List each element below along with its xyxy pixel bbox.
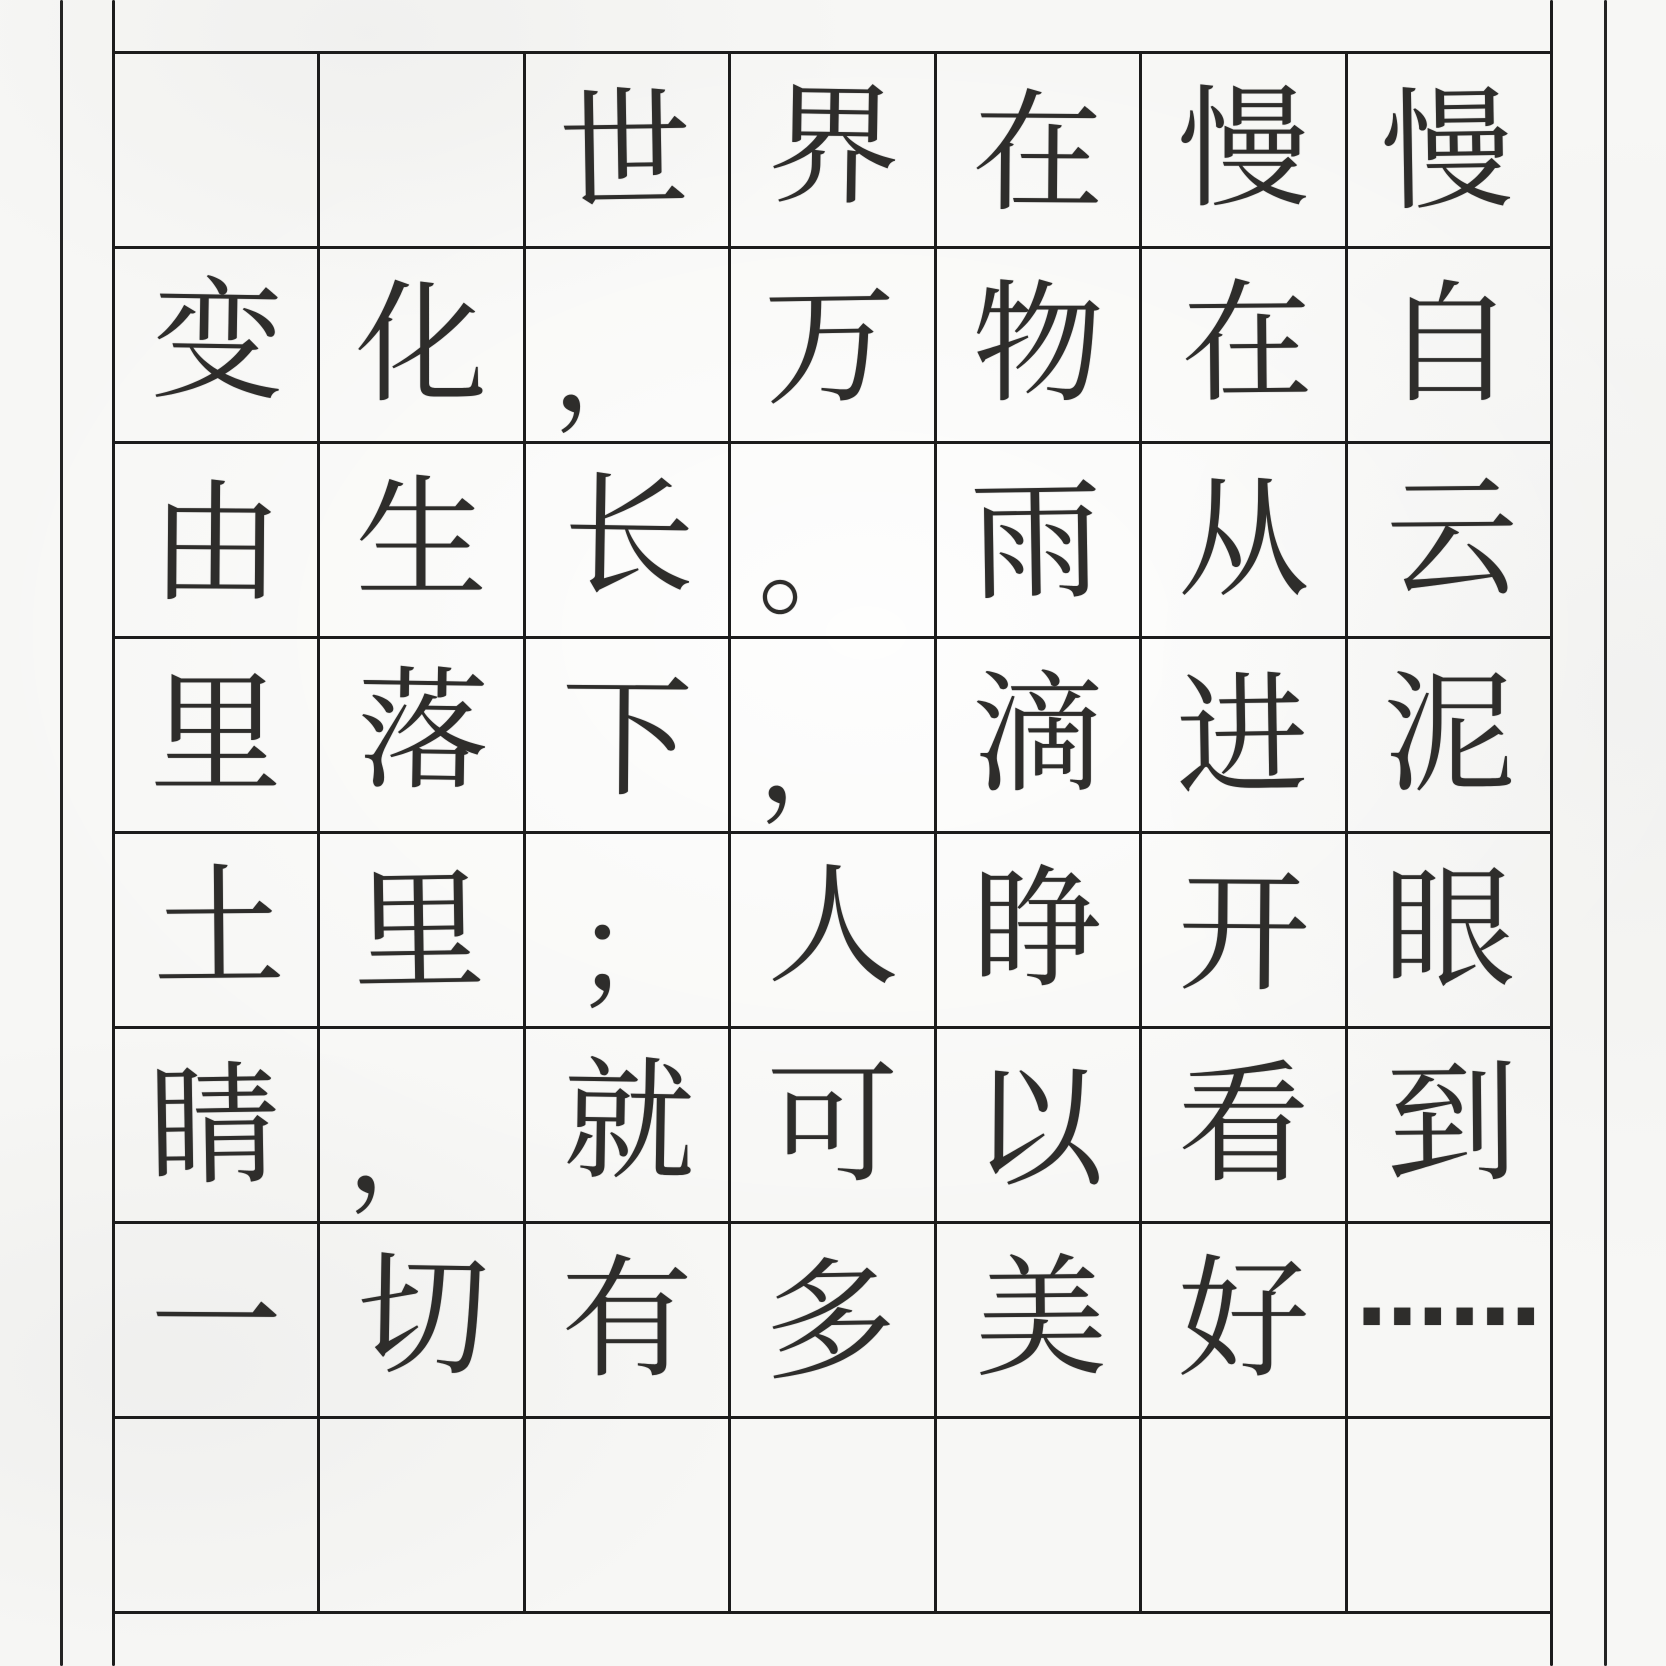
grid-cell [1141, 1418, 1347, 1613]
punctuation-mark: ， [757, 686, 880, 829]
handwritten-character: 里 [352, 854, 487, 1011]
grid-cell [524, 1223, 730, 1418]
grid-cell [319, 1418, 525, 1613]
handwritten-character: 变 [150, 263, 286, 420]
handwritten-character: 由 [149, 466, 283, 622]
grid-cell [1141, 247, 1347, 442]
handwritten-character: 有 [560, 1243, 693, 1398]
handwritten-character: 可 [766, 1048, 899, 1203]
handwritten-character: 在 [971, 76, 1105, 232]
grid-cell [1346, 833, 1552, 1028]
handwritten-character: 从 [1177, 462, 1310, 617]
grid-cell [1141, 833, 1347, 1028]
grid-cell [1346, 1418, 1552, 1613]
grid-cell [319, 52, 525, 247]
grid-cell [935, 1223, 1141, 1418]
handwritten-character: 就 [561, 1044, 697, 1201]
grid-cell [113, 1223, 319, 1418]
handwritten-character: 睛 [146, 1049, 282, 1206]
handwritten-character: 在 [1179, 266, 1314, 422]
grid-cell [730, 1418, 936, 1613]
grid-cell [1346, 247, 1552, 442]
handwritten-character: 化 [355, 267, 488, 422]
handwritten-character: 雨 [968, 463, 1104, 620]
handwritten-character: 落 [356, 653, 491, 810]
punctuation-mark: 。 [757, 491, 880, 634]
handwritten-character: 睁 [972, 853, 1105, 1008]
grid-cell [935, 1418, 1141, 1613]
handwritten-character: 云 [1385, 461, 1519, 617]
grid-cell [524, 833, 730, 1028]
grid-cell [113, 1028, 319, 1223]
handwritten-character: 物 [972, 267, 1105, 422]
character-grid [113, 52, 1552, 1613]
grid-cell [524, 52, 730, 247]
grid-cell [730, 1223, 936, 1418]
grid-cell [1141, 1223, 1347, 1418]
grid-cell [1141, 637, 1347, 832]
handwritten-character: 下 [560, 661, 694, 817]
handwritten-character: 人 [767, 849, 902, 1006]
grid-cell [524, 637, 730, 832]
punctuation-mark: ； [574, 879, 697, 1022]
margin-line-right [1604, 0, 1607, 1666]
grid-cell [113, 1418, 319, 1613]
handwritten-character: 多 [763, 1244, 898, 1401]
grid-cell [935, 247, 1141, 442]
handwritten-character: 看 [1177, 1048, 1310, 1203]
grid-cell [1346, 637, 1552, 832]
handwritten-character: 慢 [1177, 72, 1310, 227]
grid-cell [730, 52, 936, 247]
handwritten-character: 自 [1383, 267, 1516, 422]
handwritten-character: 美 [974, 1241, 1108, 1397]
grid-cell [730, 1028, 936, 1223]
handwritten-character: 一 [149, 1246, 283, 1402]
grid-cell [730, 833, 936, 1028]
handwritten-character: 进 [1174, 658, 1309, 815]
grid-cell [319, 637, 525, 832]
grid-cell [935, 1028, 1141, 1223]
handwritten-character: 以 [971, 1051, 1105, 1207]
handwritten-character: 土 [152, 851, 286, 1007]
grid-cell [1346, 52, 1552, 247]
grid-cell [319, 1028, 525, 1223]
grid-cell [113, 52, 319, 247]
grid-cell [935, 52, 1141, 247]
grid-cell [730, 247, 936, 442]
grid-cell [730, 442, 936, 637]
handwritten-character: 开 [1177, 856, 1311, 1012]
grid-cell [935, 442, 1141, 637]
handwritten-character: 切 [356, 1239, 491, 1396]
grid-cell [935, 833, 1141, 1028]
handwritten-character: 滴 [972, 657, 1105, 812]
handwritten-character: 眼 [1383, 853, 1516, 1008]
handwritten-character: 长 [561, 458, 697, 615]
handwritten-character: 到 [1385, 1046, 1519, 1202]
handwritten-character: 万 [763, 268, 898, 425]
grid-cell [113, 833, 319, 1028]
grid-cell [524, 1028, 730, 1223]
grid-cell [524, 247, 730, 442]
handwritten-character: 世 [557, 73, 693, 230]
grid-cell [1346, 442, 1552, 637]
handwritten-character: 界 [767, 68, 902, 225]
grid-cell [935, 637, 1141, 832]
grid-cell [319, 247, 525, 442]
grid-cell [113, 247, 319, 442]
grid-cell [113, 637, 319, 832]
grid-cell [524, 1418, 730, 1613]
punctuation-mark: ， [346, 1076, 469, 1219]
handwritten-character: 泥 [1383, 657, 1516, 812]
grid-cell [319, 442, 525, 637]
handwritten-character: 好 [1177, 1243, 1310, 1398]
grid-cell [113, 442, 319, 637]
handwritten-character: 慢 [1380, 73, 1515, 230]
grid-cell [1141, 52, 1347, 247]
grid-cell [730, 637, 936, 832]
ellipsis-mark: …… [1356, 1240, 1543, 1348]
grid-cell [524, 442, 730, 637]
grid-cell [319, 833, 525, 1028]
punctuation-mark: ， [552, 296, 675, 439]
handwritten-character: 里 [149, 657, 282, 812]
handwritten-character: 生 [355, 462, 488, 617]
grid-cell [1141, 442, 1347, 637]
grid-cell [319, 1223, 525, 1418]
margin-line-left [60, 0, 63, 1666]
grid-cell [1346, 1223, 1552, 1418]
grid-cell [1141, 1028, 1347, 1223]
grid-cell [1346, 1028, 1552, 1223]
